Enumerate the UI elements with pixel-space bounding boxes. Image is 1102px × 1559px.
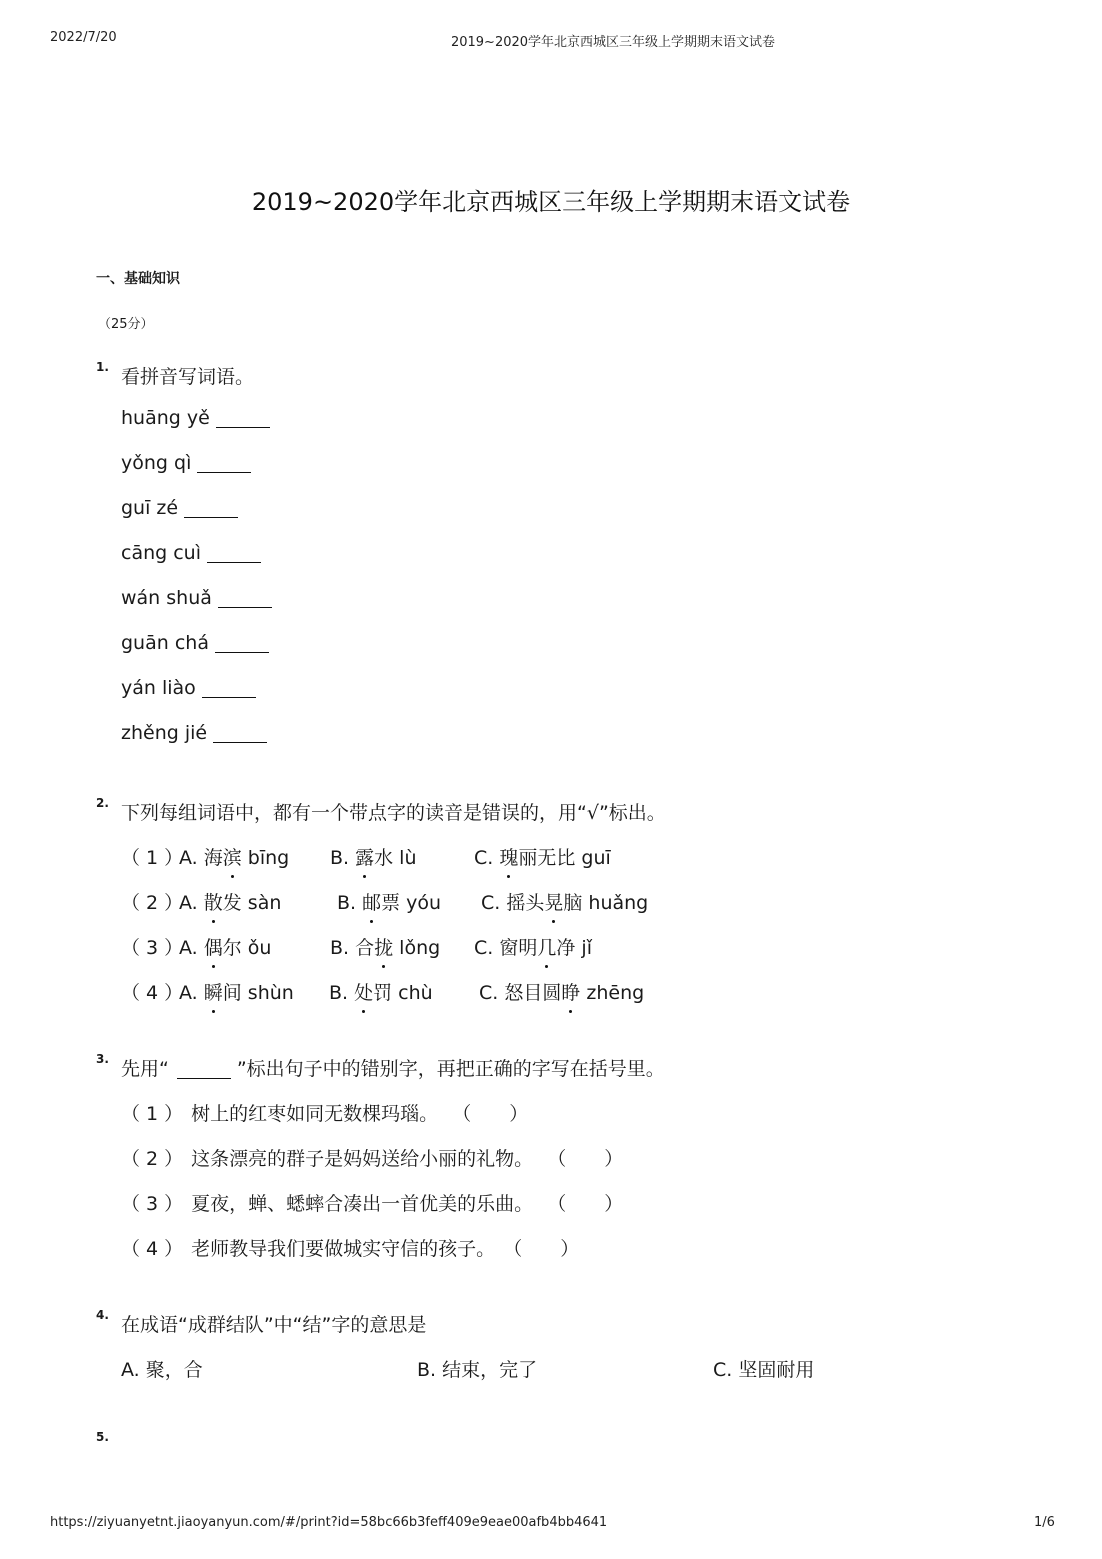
underline-sample [177, 1078, 231, 1079]
answer-paren[interactable]: （ ） [452, 1103, 529, 1125]
pinyin-item: cāng cuì [121, 542, 261, 564]
question-stem-3: 先用“ ”标出句子中的错别字，再把正确的字写在括号里。 [121, 1058, 665, 1080]
question-number-3: 3. [96, 1052, 109, 1066]
option-b[interactable]: B. 邮票 yóu [337, 888, 441, 915]
question-stem-1: 看拼音写词语。 [121, 366, 255, 388]
pinyin-item: huāng yě [121, 407, 270, 429]
section-heading: 一、基础知识 [96, 271, 180, 287]
answer-blank[interactable] [202, 697, 256, 698]
choice-row [121, 933, 821, 961]
pinyin-item: zhěng jié [121, 722, 267, 744]
option-b[interactable]: B. 合拢 lǒng [330, 933, 440, 960]
answer-paren[interactable]: （ ） [547, 1148, 624, 1170]
sentence-item: （ 3 ） 夏夜，蝉、蟋蟀合凑出一首优美的乐曲。 （ ） [121, 1189, 623, 1216]
print-header-title: 2019~2020学年北京西城区三年级上学期期末语文试卷 [450, 35, 776, 50]
option-a[interactable]: A. 海滨 bīng [179, 843, 289, 870]
option-a[interactable]: A. 瞬间 shùn [179, 978, 294, 1005]
sentence-item: （ 1 ） 树上的红枣如同无数棵玛瑙。 （ ） [121, 1099, 528, 1126]
sentence-item: （ 2 ） 这条漂亮的群子是妈妈送给小丽的礼物。 （ ） [121, 1144, 623, 1171]
row-number: （ 2 ） [121, 892, 184, 914]
print-url: https://ziyuanyetnt.jiaoyanyun.com/#/print?id=58bc66b3feff409e9eae00afb4bb4641 [50, 1515, 608, 1530]
option-b[interactable]: B. 结束，完了 [417, 1359, 538, 1381]
pinyin-item: guī zé [121, 497, 238, 519]
answer-blank[interactable] [216, 427, 270, 428]
answer-blank[interactable] [184, 517, 238, 518]
option-a[interactable]: A. 聚，合 [121, 1359, 203, 1381]
option-c[interactable]: C. 窗明几净 jǐ [474, 933, 592, 960]
option-c[interactable]: C. 摇头晃脑 huǎng [481, 888, 648, 915]
option-a[interactable]: A. 散发 sàn [179, 888, 281, 915]
question-number-1: 1. [96, 360, 109, 374]
option-b[interactable]: B. 处罚 chù [329, 978, 433, 1005]
row-number: （ 4 ） [121, 982, 184, 1004]
choice-row [121, 888, 821, 916]
question-number-5: 5. [96, 1430, 109, 1444]
section-score: （25分） [98, 317, 154, 332]
choice-row [121, 978, 821, 1006]
pinyin-item: guān chá [121, 632, 269, 654]
option-c[interactable]: C. 瑰丽无比 guī [474, 843, 611, 870]
option-b[interactable]: B. 露水 lù [330, 843, 417, 870]
option-a[interactable]: A. 偶尔 ǒu [179, 933, 271, 960]
pinyin-item: yán liào [121, 677, 256, 699]
question-number-2: 2. [96, 796, 109, 810]
option-c[interactable]: C. 怒目圆睁 zhēng [479, 978, 644, 1005]
document-title: 2019~2020学年北京西城区三年级上学期期末语文试卷 [251, 188, 851, 216]
answer-blank[interactable] [207, 562, 261, 563]
answer-blank[interactable] [215, 652, 269, 653]
answer-blank[interactable] [197, 472, 251, 473]
answer-blank[interactable] [213, 742, 267, 743]
option-c[interactable]: C. 坚固耐用 [713, 1359, 815, 1381]
answer-paren[interactable]: （ ） [547, 1193, 624, 1215]
question-stem-2: 下列每组词语中，都有一个带点字的读音是错误的，用“√”标出。 [121, 802, 666, 824]
row-number: （ 1 ） [121, 847, 184, 869]
answer-paren[interactable]: （ ） [503, 1238, 580, 1260]
pinyin-item: wán shuǎ [121, 587, 272, 609]
sentence-item: （ 4 ） 老师教导我们要做城实守信的孩子。 （ ） [121, 1234, 579, 1261]
choice-row [121, 843, 821, 871]
print-date: 2022/7/20 [50, 30, 117, 45]
answer-blank[interactable] [218, 607, 272, 608]
pinyin-item: yǒng qì [121, 452, 251, 474]
page-number: 1/6 [1034, 1515, 1055, 1530]
question-number-4: 4. [96, 1308, 109, 1322]
question-stem-4: 在成语“成群结队”中“结”字的意思是 [121, 1314, 427, 1336]
row-number: （ 3 ） [121, 937, 184, 959]
